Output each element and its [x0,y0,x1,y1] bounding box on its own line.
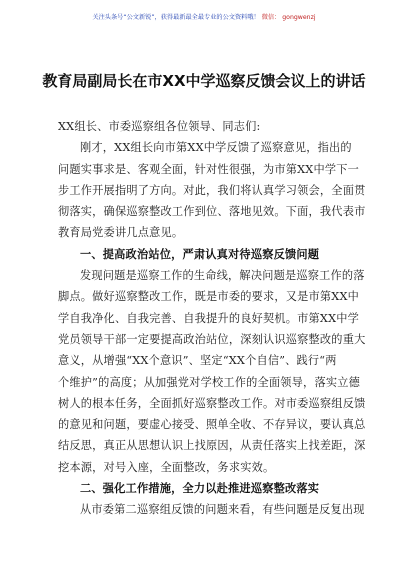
banner-wechat-label: 微信： [261,14,281,21]
body-text-line: 脚点。做好巡察整改工作，既是市委的要求，又是市第XX中 [58,290,360,304]
body-text-line: 步工作开展指明了方向。对此，我们将认真学习领会，全面贯 [58,183,366,197]
document-title: 教育局副局长在市XX中学巡察反馈会议上的讲话 [42,72,366,90]
body-text-line: 问题实事求是、客观全面，针对性很强，为市第XX中学下一 [58,162,360,176]
banner-wechat-id: gongwenzj [282,14,316,21]
body-text-line: XX组长、市委巡察组各位领导、同志们: [58,120,261,133]
section-heading: 一、提高政治站位，严肃认真对待巡察反馈问题 [80,247,320,261]
document-body [58,116,366,521]
promo-banner [0,12,408,21]
body-text-line: 学自我净化、自我完善、自我提升的良好契机。市第XX中学 [58,311,360,325]
body-text-line: 结反思，真正从思想认识上找原因，从责任落实上找差距，深 [58,439,366,453]
section-heading: 二、强化工作措施，全力以赴推进巡察整改落实 [80,482,320,496]
body-text-line: 挖本源，对号入座，全面整改，务求实效。 [58,460,275,474]
body-text-line: 的意见和问题，要虚心接受、照单全收、不存异议，要认真总 [58,418,366,432]
body-text-line: 刚才，XX组长向市第XX中学反馈了巡察意见，指出的 [80,141,352,155]
body-text-line: 发现问题是巡察工作的生命线，解决问题是巡察工作的落 [80,269,365,283]
body-text-line: 党员领导干部一定要提高政治站位，深刻认识巡察整改的重大 [58,332,366,346]
banner-text: 关注头条号“公文新锐”，获得最新最全最专业的公文资料哦！ [92,14,260,21]
body-text-line: 意义，从增强“XX个意识”、坚定“XX个自信”、践行“两 [58,354,337,368]
body-text-line: 个维护”的高度；从加强党对学校工作的全面领导，落实立德 [58,375,360,389]
body-text-line: 彻落实，确保巡察整改工作到位、落地见效。下面，我代表市 [58,205,366,219]
body-text-line: 教育局党委讲几点意见。 [58,226,184,240]
body-text-line: 树人的根本任务，全面抓好巡察整改工作。对市委巡察组反馈 [58,396,366,410]
body-text-line: 从市委第二巡察组反馈的问题来看，有些问题是反复出现 [80,503,365,517]
